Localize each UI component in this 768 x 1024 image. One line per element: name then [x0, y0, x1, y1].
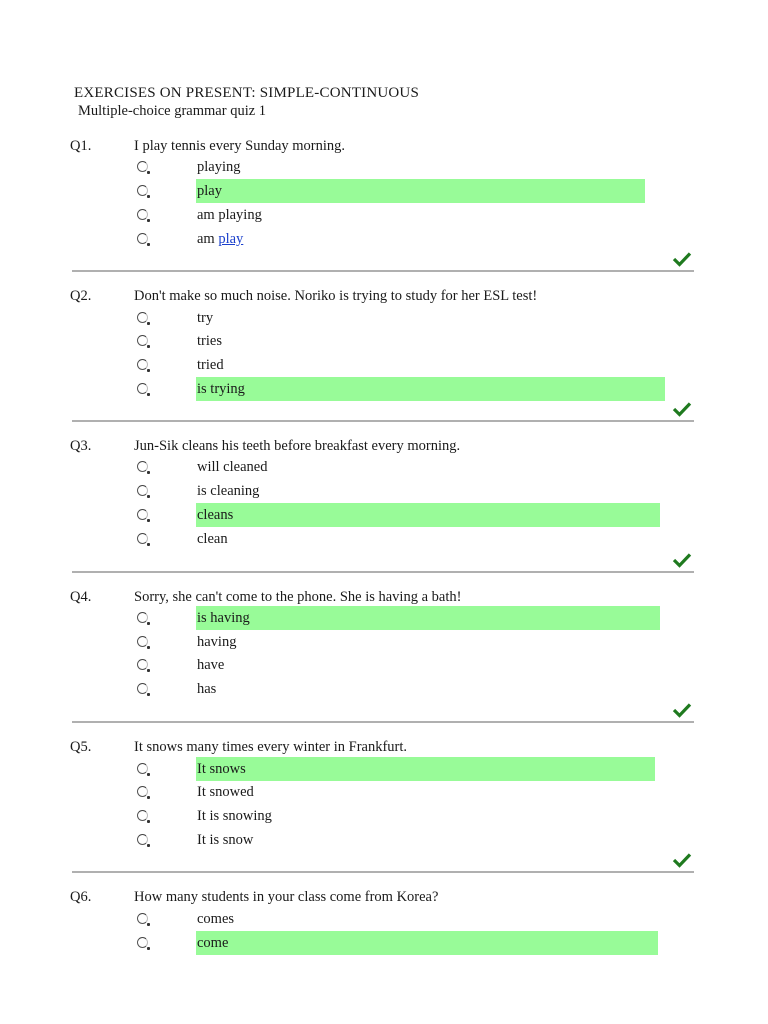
question-number: Q1.	[70, 138, 92, 154]
checkmark-icon	[672, 552, 692, 568]
option-item	[0, 227, 768, 251]
radio-button-icon[interactable]	[137, 209, 148, 220]
option-label-correct: cleans	[196, 503, 660, 527]
option-item	[0, 479, 768, 503]
option-label	[196, 227, 243, 251]
option-label: tried	[197, 357, 224, 373]
divider	[72, 871, 694, 873]
option-item	[0, 606, 768, 630]
option-item	[0, 306, 768, 330]
option-label-correct: It snows	[196, 757, 655, 781]
option-item	[0, 780, 768, 804]
checkmark-icon	[672, 702, 692, 718]
radio-button-icon[interactable]	[137, 161, 148, 172]
radio-button-icon[interactable]	[137, 233, 148, 244]
question-text: It snows many times every winter in Frankfurt.	[134, 739, 408, 755]
radio-button-icon[interactable]	[137, 461, 148, 472]
radio-button-icon[interactable]	[137, 335, 148, 346]
radio-button-icon[interactable]	[137, 359, 148, 370]
option-item	[0, 179, 768, 203]
option-label: am playing	[197, 207, 262, 223]
radio-button-icon[interactable]	[137, 913, 148, 924]
option-label-correct: play	[196, 179, 645, 203]
radio-button-icon[interactable]	[137, 612, 148, 623]
question-text: Sorry, she can't come to the phone. She is having a bath!	[134, 589, 462, 605]
option-label: It is snowing	[197, 808, 272, 824]
option-label: tries	[197, 333, 222, 349]
quiz-title: EXERCISES ON PRESENT: SIMPLE-CONTINUOUS	[74, 85, 419, 101]
option-item	[0, 757, 768, 781]
option-item	[0, 931, 768, 955]
radio-button-icon[interactable]	[137, 834, 148, 845]
option-item	[0, 630, 768, 654]
option-label-correct: come	[196, 931, 658, 955]
radio-button-icon[interactable]	[137, 312, 148, 323]
option-label: It snowed	[197, 784, 254, 800]
radio-button-icon[interactable]	[137, 763, 148, 774]
radio-button-icon[interactable]	[137, 533, 148, 544]
option-label: try	[197, 310, 214, 326]
radio-button-icon[interactable]	[137, 383, 148, 394]
divider	[72, 420, 694, 422]
option-label: will cleaned	[197, 459, 268, 475]
option-item	[0, 907, 768, 931]
option-item	[0, 329, 768, 353]
question-number: Q4.	[70, 589, 92, 605]
divider	[72, 721, 694, 723]
option-label: It is snow	[197, 832, 254, 848]
question-text: How many students in your class come from Korea?	[134, 889, 439, 905]
question-number: Q3.	[70, 438, 92, 454]
option-label: comes	[197, 911, 235, 927]
option-label-correct: is trying	[196, 377, 665, 401]
checkmark-icon	[672, 852, 692, 868]
divider	[72, 270, 694, 272]
option-label: is cleaning	[197, 483, 260, 499]
option-item	[0, 455, 768, 479]
radio-button-icon[interactable]	[137, 185, 148, 196]
radio-button-icon[interactable]	[137, 683, 148, 694]
quiz-subtitle: Multiple-choice grammar quiz 1	[78, 103, 267, 119]
question-number: Q2.	[70, 288, 92, 304]
option-item	[0, 155, 768, 179]
option-label: playing	[197, 159, 241, 175]
radio-button-icon[interactable]	[137, 810, 148, 821]
option-item	[0, 828, 768, 852]
option-item	[0, 503, 768, 527]
option-item	[0, 527, 768, 551]
option-text: am	[197, 231, 219, 247]
divider	[72, 571, 694, 573]
option-item	[0, 353, 768, 377]
question-text: Jun-Sik cleans his teeth before breakfast every morning.	[134, 438, 461, 454]
radio-button-icon[interactable]	[137, 659, 148, 670]
radio-button-icon[interactable]	[137, 636, 148, 647]
checkmark-icon	[672, 401, 692, 417]
question-number: Q5.	[70, 739, 92, 755]
checkmark-icon	[672, 251, 692, 267]
option-label: has	[197, 681, 217, 697]
question-text: Don't make so much noise. Noriko is trying to study for her ESL test!	[134, 288, 538, 304]
option-item	[0, 377, 768, 401]
option-item	[0, 203, 768, 227]
question-text: I play tennis every Sunday morning.	[134, 138, 346, 154]
option-item	[0, 677, 768, 701]
option-item	[0, 804, 768, 828]
radio-button-icon[interactable]	[137, 786, 148, 797]
option-label: clean	[197, 531, 228, 547]
option-label: have	[197, 657, 225, 673]
play-link[interactable]: play	[218, 231, 244, 247]
option-item	[0, 653, 768, 677]
radio-button-icon[interactable]	[137, 937, 148, 948]
radio-button-icon[interactable]	[137, 509, 148, 520]
radio-button-icon[interactable]	[137, 485, 148, 496]
question-number: Q6.	[70, 889, 92, 905]
option-label: having	[197, 634, 237, 650]
option-label-correct: is having	[196, 606, 660, 630]
